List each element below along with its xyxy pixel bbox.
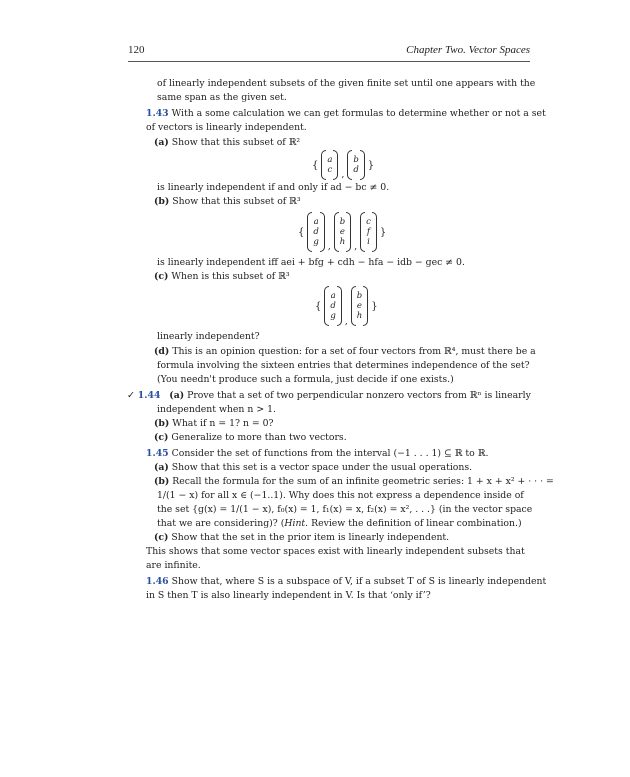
text-line: same span as the given set.: [157, 92, 287, 103]
column-vector: a d g: [307, 213, 324, 251]
part-label: (b): [154, 196, 170, 207]
exercise-1-44: ✓ 1.44 (a) Prove that a set of two perpendicular nonzero vectors from ℝⁿ is linearly: [127, 390, 531, 401]
text-line: independent when n > 1.: [157, 404, 276, 415]
text-line: the set {g(x) = 1/(1 − x), f₀(x) = 1, f₁(x) = x, f₂(x) = x², . . .} (in the vector space: [157, 504, 533, 515]
text-line: linearly independent?: [157, 331, 260, 342]
check-icon: ✓: [127, 390, 135, 401]
page-number: 120: [128, 44, 145, 56]
column-vector: a c: [321, 151, 338, 179]
column-vector: b d: [347, 151, 364, 179]
part-c: (c) Generalize to more than two vectors.: [154, 432, 347, 443]
text: With a some calculation we can get formulas to determine whether or not a set: [168, 108, 546, 119]
vector-set-2: { a d g , b e h , c f i }: [296, 212, 388, 252]
vector-set-1: { a c , b d }: [310, 150, 376, 180]
part-b: [154, 196, 301, 208]
header-rule: [128, 61, 530, 62]
text: When is this subset of ℝ³: [168, 271, 290, 282]
text-line: of linearly independent subsets of the given finite set until one appears with the: [157, 78, 536, 89]
exercise-1-43: [146, 108, 546, 120]
part-label: (c): [154, 271, 169, 282]
exercise-number: 1.43: [146, 108, 169, 119]
text-line: formula involving the sixteen entries that determines independence of the set?: [157, 360, 530, 371]
part-a: (a) Show that this set is a vector space under the usual operations.: [154, 462, 473, 473]
exercise-1-45: 1.45 Consider the set of functions from the interval (−1 . . . 1) ⊆ ℝ to ℝ.: [146, 448, 489, 459]
column-vector: b e h: [334, 213, 351, 251]
part-label: (d): [154, 346, 170, 357]
exercise-number: 1.45: [146, 448, 169, 459]
text-line: This shows that some vector spaces exist with linearly independent subsets that: [146, 546, 525, 557]
text-line: (You needn't produce such a formula, just decide if one exists.): [157, 374, 454, 385]
brace: }: [367, 159, 375, 171]
text: Show that this subset of ℝ³: [169, 196, 301, 207]
text-line: is linearly independent if and only if ad − bc ≠ 0.: [157, 182, 390, 193]
text-line: that we are considering)? (Hint. Review the definition of linear combination.): [157, 518, 522, 529]
part-b: (b) What if n = 1? n = 0?: [154, 418, 274, 429]
part-a: [154, 137, 300, 149]
column-vector: c f i: [360, 213, 377, 251]
part-b: (b) Recall the formula for the sum of an infinite geometric series: 1 + x + x² + · · · =: [154, 476, 554, 487]
text-line: in S then T is also linearly independent in V. Is that ‘only if’?: [146, 590, 431, 601]
part-c: (c) Show that the set in the prior item is linearly independent.: [154, 532, 450, 543]
exercise-number: 1.44: [137, 390, 161, 401]
chapter-title: Chapter Two. Vector Spaces: [406, 44, 530, 56]
text: This is an opinion question: for a set of four vectors from ℝ⁴, must there be a: [169, 346, 536, 357]
text-line: is linearly independent iff aei + bfg + cdh − hfa − idb − gec ≠ 0.: [157, 257, 465, 268]
part-c: [154, 271, 290, 283]
vector-set-3: { a d g , b e h }: [313, 285, 380, 327]
column-vector: b e h: [351, 287, 368, 325]
brace: {: [312, 159, 319, 171]
text-line: are infinite.: [146, 560, 201, 571]
column-vector: a d g: [324, 287, 341, 325]
text: Show that this subset of ℝ²: [168, 137, 301, 148]
text-line: of vectors is linearly independent.: [146, 122, 307, 133]
text-line: 1/(1 − x) for all x ∈ (−1..1). Why does this not express a dependence inside of: [157, 490, 524, 501]
part-label: (a): [154, 137, 169, 148]
exercise-1-46: 1.46 Show that, where S is a subspace of V, if a subset T of S is linearly independent: [146, 576, 547, 587]
running-header: [128, 44, 530, 60]
exercise-number: 1.46: [146, 576, 169, 587]
part-d: [154, 346, 536, 358]
